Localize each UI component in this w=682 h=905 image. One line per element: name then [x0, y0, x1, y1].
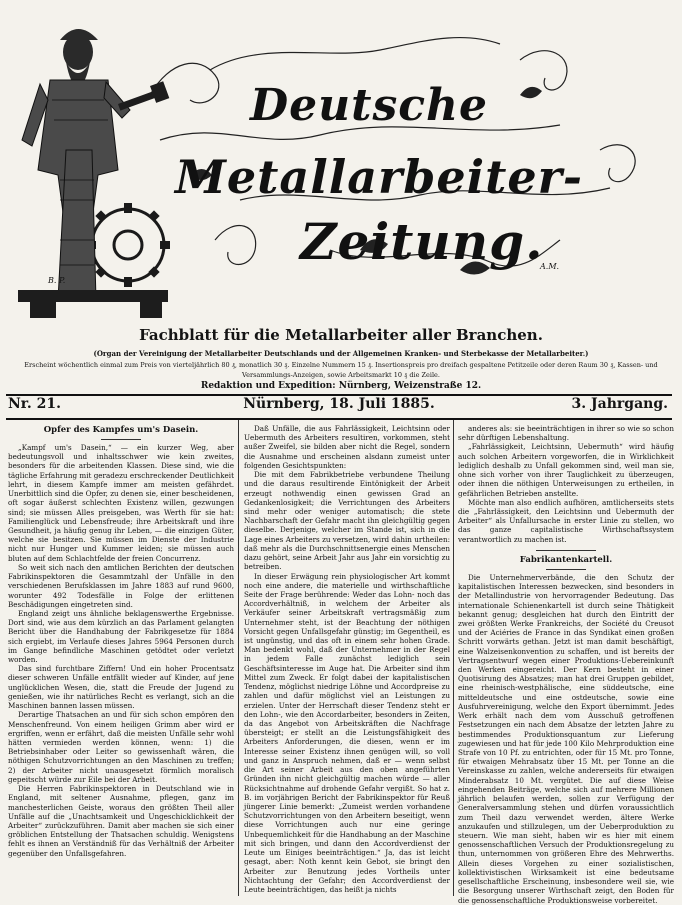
issue-year: 3. Jahrgang. [571, 396, 668, 412]
article-column-2 [244, 424, 450, 894]
masthead [0, 0, 682, 322]
masthead-title-line3: Zeitung. [300, 212, 544, 271]
paragraph: Die Unternehmerverbände, die den Schutz der kapitalistischen Interessen bezwecken, sind besonders in der Metallindustrie von hervorragender Bedeutung. Das internationale Schienenkartell ist durch seine Thätigkeit bekannt genug; desgleichen hat durch den Eintritt der zwei größten Werke Frankreichs, der Société du Creusot und der Aciéries de France in das Syndikat einen großen Schritt vorwärts gethan. Jetzt ist man damit beschäftigt, eine Walzeisenkonvention zu schaffen, und ist bereits der Vertragsentwurf wegen einer Produktions-Uebereinkunft den Werken eingereicht. Der Kern besteht in einer Quotisirung des Absatzes; man hat drei Gruppen gebildet, eine rheinisch-westphälische, eine süddeutsche, eine mitteldeutsche und eine ostdeutsche, sowie eine Ausfuhrvereinigung, welche den Export übernimmt. Jedes Werk erhält nach dem vom Ausschuß getroffenen Festsetzungen ein nach dem Absatze der letzten Jahre zu bestimmendes Produktionsquantum zur Lieferung zugewiesen und hat für jede 100 Kilo Mehrproduktion eine Strafe von 10 Pf. zu entrichten, oder für 15 Mt. pro Tonne, für etwaigen Mehrabsatz über 15 Mt. per Tonne an die Vereinskasse zu zahlen, welche andererseits für etwaigen Minderabsatz 10 Mt. vergütet. Die auf diese Weise eingehenden Beiträge, welche sich auf mehrere Millionen jährlich belaufen werden, sollen zur Verfügung der Generalversammlung stehen und dürfen voraussichtlich zum Theil dazu verwendet werden, ältere Werke anzukaufen und stillzulegen, um der Ueberproduktion zu steuern. Wie man sieht, haben wir es hier mit einem genossenschaftlichen Versuch der Produktionsregelung zu thun, unternommen von größeren Ehre des Mehrwerths. Allein dieses Vorgehen zu einer sozialistischen, kollektivistischen Wirksamkeit ist eine bedeutsame gesellschaftliche Erscheinung, insbesondere weil sie, wie die Besorgung unserer Wirthschaft zeigt, den Boden für die genossenschaftliche Produktionsweise vorbereitet. [458, 572, 674, 905]
paragraph: Das sind furchtbare Ziffern! Und ein hoher Procentsatz dieser schweren Unfälle entfällt wieder auf Kinder, auf jene unglücklichen Wesen, die, statt die Freude der Jugend zu genießen, wie ihr natürliches Recht es verlangt, sich an die Maschinen bannen lassen müssen. [8, 664, 234, 711]
masthead-title-line2: Metallarbeiter- [175, 150, 583, 204]
subscription-info-line1: Erscheint wöchentlich einmal zum Preis von vierteljährlich 80 ₰, monatlich 30 ₰. Einzelne Nummern 15 ₰. Insertionspreis pro dreifach gespaltene Petitzeile oder deren Raum 30 ₰, Kassen- und [24, 361, 658, 369]
artist-signature-left: B. P. [48, 276, 66, 285]
heading-rule [546, 569, 586, 570]
article-heading-opfer: Opfer des Kampfes um's Dasein. [43, 425, 199, 435]
organ-line: (Organ der Vereinigung der Metallarbeiter Deutschlands und der Allgemeinen Kranken- und Sterbekasse der Metallarbeiter.) [93, 349, 589, 358]
paragraph: So weit sich nach den amtlichen Berichten der deutschen Fabrikinspektoren die Gesammtzahl der Unfälle in den verschiedenen Berufsklassen im Jahre 1883 auf rund 9600, worunter 492 Todesfälle in Folge der erlittenen Beschädigungen eingetreten sind. [8, 562, 234, 609]
section-rule [536, 550, 596, 551]
column-divider-2 [453, 420, 454, 896]
article-heading-fabrikantenkartell: Fabrikantenkartell. [519, 554, 613, 565]
paragraph: Die mit dem Fabrikbetriebe verbundene Theilung und die daraus resultirende Eintönigkeit der Arbeit erzeugt nothwendig einen gewissen Grad an Gedankenlosigkeit; die Verrichtungen des Arbeiters sind mehr oder weniger automatisch; die stete Nachbarschaft der Gefahr macht ihn gleichgültig gegen dieselbe. Derjenige, welcher im Stande ist, sich in die Lage eines Arbeiters zu versetzen, wird dahin urtheilen: daß mehr als die Durchschnittsenergie eines Menschen dazu gehört, seine Arbeit Jahr aus Jahr ein vorsichtig zu betreiben. [244, 470, 450, 572]
issue-place-date: Nürnberg, 18. Juli 1885. [243, 396, 435, 412]
subscription-info-line2: Versammlungs-Anzeigen, sowie Arbeitsmarkt 10 ₰ die Zeile. [242, 371, 440, 379]
masthead-title-line1: Deutsche [250, 80, 489, 131]
article-column-1 [8, 424, 234, 894]
paragraph: England zeigt uns ähnliche beklagenswerthe Ergebnisse. Dort sind, wie aus dem kürzlich an das Parlament gelangten Bericht über die Handhabung der Fabrikgesetze für 1884 sich ergiebt, im Verlaufe dieses Jahres 5964 Personen durch im Gange befindliche Maschinen getödtet oder verletzt worden. [8, 608, 234, 665]
column-divider-1 [238, 420, 239, 896]
paragraph: In dieser Erwägung rein physiologischer Art kommt noch eine andere, die materielle und wirthschaftliche Seite der Frage berührende: Weder das Lohn- noch das Accordverhältniß, in welchem der Arbeiter als Verkäufer seiner Arbeitskraft vertragsmäßig zum Unternehmer steht, ist der Beachtung der nöthigen Vorsicht gegen Unfallsgefahr günstig; im Gegentheil, es ist ungünstig, und das oft in einem sehr hohen Grade. Man bedenkt wohl, daß der Unternehmer in der Regel in jedem Falle zunächst lediglich sein Geschäftsinteresse im Auge hat. Die Arbeiter sind ihm Mittel zum Zweck. Er folgt dabei der kapitalistischen Tendenz, möglichst niedrige Löhne und Accordpreise zu zahlen und dafür möglichst viel an Leistungen zu erzielen. Unter der Herrschaft dieser Tendenz steht er den Lohn-, wie den Accordarbeiter, besonders in Zeiten, da das Angebot von Arbeitskräften die Nachfrage übersteigt; er stellt an die Leistungsfähigkeit des Arbeiters Anforderungen, die diesen, wenn er im Interesse seiner Existenz ihnen genügen will, so voll und ganz in Anspruch nehmen, daß er — wenn selbst die Art seiner Arbeit aus den oben angeführten Gründen ihn nicht gleichgültig machen würde — aller Rücksichtnahme auf drohende Gefahr vergißt. So hat z. B. im vorjährigen Bericht der Fabrikinspektor für Reuß jüngerer Linie bemerkt: „Zumeist werden vorhandene Schutzvorrichtungen von den Arbeitern beseitigt, wenn diese Vorrichtungen auch nur eine geringe Unbequemlichkeit für die Handhabung an der Maschine mit sich bringen, und dann den Accordverdienst der Leute um Einiges beeinträchtigen.“ Ja, das ist leicht gesagt, aber: Noth kennt kein Gebot, sie bringt den Arbeiter zur Benutzung jedes Vortheils unter Nichtachtung der Gefahr; den Accordverdienst der Leute beeinträchtigen, das heißt ja nichts [244, 571, 451, 894]
artist-signature-right: A.M. [540, 262, 560, 271]
paragraph: Möchte man also endlich aufhören, amtlicherseits stets die „Fahrlässigkeit, den Leichtsinn und Uebermuth der Arbeiter“ als Unfallursache in erster Linie zu stellen, wo das ganze capitalistische Wirthschaftssystem verantwortlich zu machen ist. [458, 497, 674, 544]
paragraph: anderes als: sie beeinträchtigen in ihrer so wie so schon sehr dürftigen Lebenshaltung. [458, 424, 674, 443]
editorial-address: Redaktion und Expedition: Nürnberg, Weizenstraße 12. [200, 381, 482, 391]
heading-rule [101, 439, 141, 440]
dateline [6, 396, 672, 418]
bottom-rule [6, 418, 672, 420]
article-column-3 [458, 424, 674, 905]
paragraph: „Fahrlässigkeit, Leichtsinn, Uebermuth“ wird häufig auch solchen Arbeitern vorgeworfen, die in Wirklichkeit lediglich deshalb zu Unfall gekommen sind, weil man sie, ohne sich vorher von ihrer Tauglichkeit zu überzeugen, oder ihnen die nöthigen Unterweisungen zu ertheilen, in gefährlichen Betrieben anstellte. [458, 442, 674, 498]
paragraph: Derartige Thatsachen an und für sich schon empören den Menschenfreund. Von einem heiligen Grimm aber wird er ergriffen, wenn er erfährt, daß die meisten Unfälle sehr wohl hätten vermieden werden können, wenn: 1) die Betriebsinhaber oder Leiter so gewissenhaft wären, die nöthigen Schutzvorrichtungen an den Maschinen zu treffen; 2) der Arbeiter nicht unausgesetzt förmlich moralisch gepeitscht würde zur Eile bei der Arbeit. [8, 710, 234, 784]
paragraph: Die Herren Fabrikinspektoren in Deutschland wie in England, mit seltener Ausnahme, pflegen, ganz im manchesterlichen Geiste, woraus den größten Theil aller Unfälle auf die „Unachtsamkeit und Ungeschicklichkeit der Arbeiter“ zurückzuführen. Damit aber machen sie sich einer gröblichen Entstellung der Thatsachen schuldig. Wenigstens fehlt es ihnen an Verständniß für das Verhältniß der Arbeiter gegenüber den Unfallsgefahren. [8, 784, 234, 858]
paragraph: „Kampf um's Dasein,“ — ein kurzer Weg, aber bedeutungsvoll und inhaltsschwer wie kein zweites, besonders für die arbeitenden Klassen. Diese sind, wie die tägliche Erfahrung mit geradezu erschreckender Deutlichkeit lehrt, in diesem Kampfe immer am meisten gefährdet. Unerbittlich sind die Opfer, zu denen sie, einer bescheidenen, oft sogar äußerst schlechten Existenz willen, gezwungen sind; sie müssen Alles preisgeben, was Werth für sie hat: Familienglück und Lebensfreude; ihre Arbeitskraft und ihre Gesundheit, ja häufig genug ihr Leben, — die einzigen Güter, welche sie besitzen. Sie müssen im Dienste der Industrie nicht nur Hunger und Kummer leiden; sie müssen auch bluten auf dem Schlachtfelde der freien Concurrenz. [8, 443, 234, 563]
issue-number: Nr. 21. [8, 396, 61, 412]
paragraph: Daß Unfälle, die aus Fahrlässigkeit, Leichtsinn oder Uebermuth des Arbeiters resultiren, vorkommen, steht außer Zweifel, sie bilden aber nicht die Regel, sondern die Ausnahme und erscheinen alsdann zumeist unter folgenden Gesichtspunkten: [244, 424, 450, 470]
subscription-info [10, 360, 672, 380]
subtitle: Fachblatt für die Metallarbeiter aller Branchen. [139, 326, 543, 344]
